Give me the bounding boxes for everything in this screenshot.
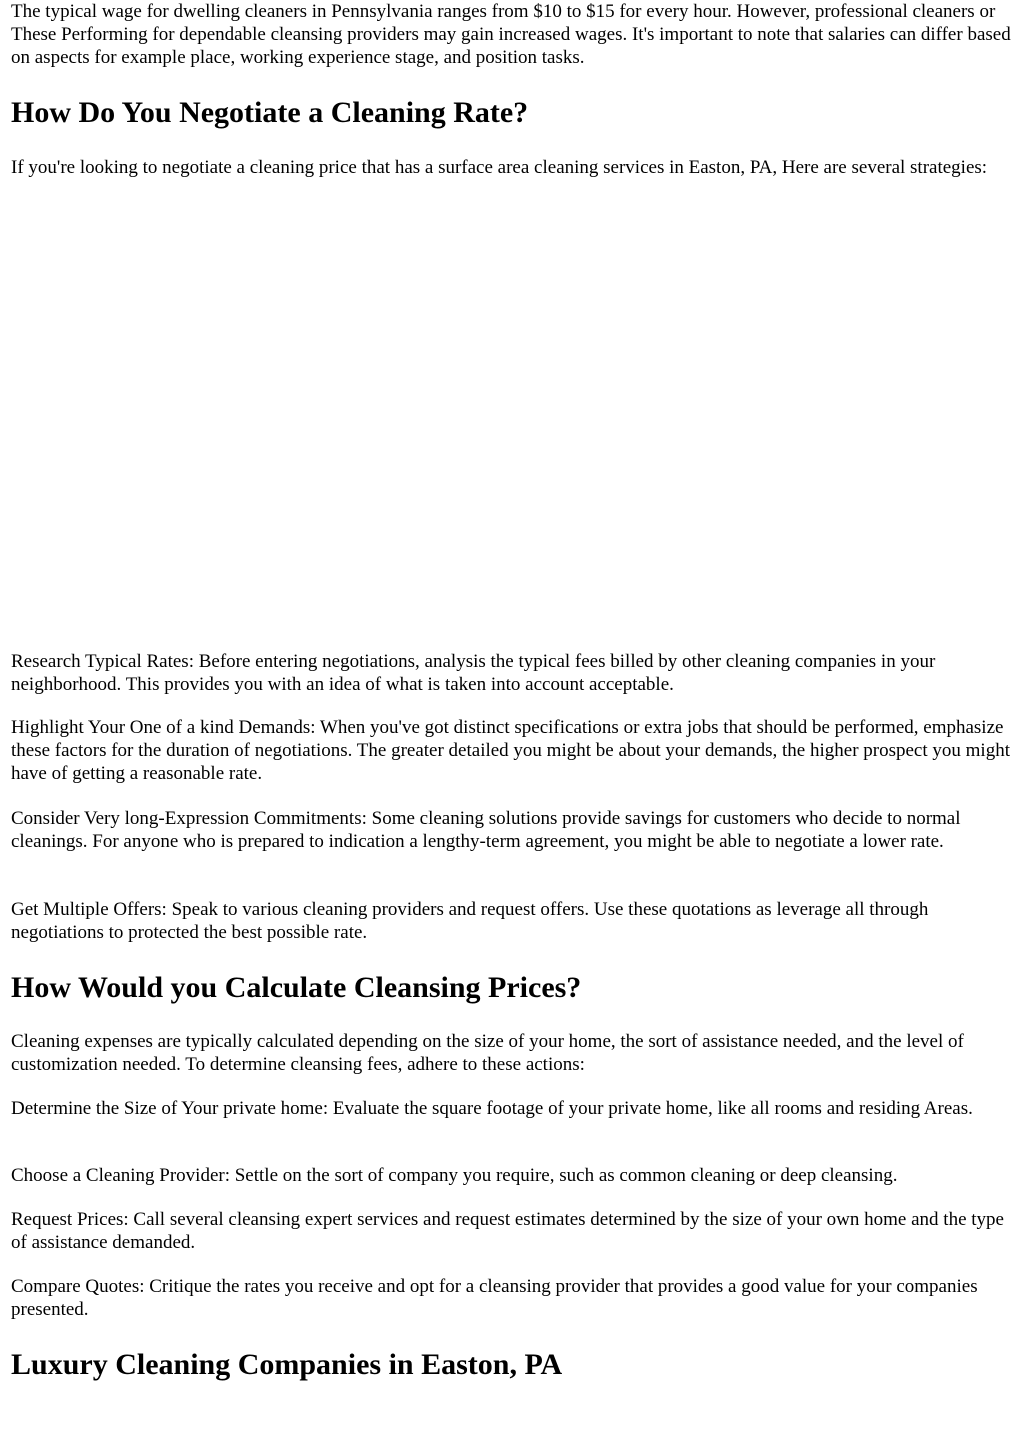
- step-size-paragraph: Determine the Size of Your private home: Evaluate the square footage of your private home, like all rooms and residing Areas.: [11, 1098, 973, 1119]
- tip-highlight-paragraph: Highlight Your One of a kind Demands: When you've got distinct specifications or extra jobs that should be performed, emphasize these factors for the duration of negotiations. The greater detailed you might be about your demands, the higher prospect you might have of getting a reasonable rate.: [11, 717, 1010, 784]
- step-prices-paragraph: Request Prices: Call several cleansing expert services and request estimates determined by the size of your own home and the type of assistance demanded.: [11, 1209, 1004, 1253]
- intro-paragraph: The typical wage for dwelling cleaners in Pennsylvania ranges from $10 to $15 for every hour. However, professional cleaners or These Performing for dependable cleansing providers may gain increased wages. It's important to note that salaries can differ based on aspects for example place, working experience stage, and position tasks.: [11, 1, 1011, 68]
- tip-offers-paragraph: Get Multiple Offers: Speak to various cleaning providers and request offers. Use these quotations as leverage all through negotiations to protected the best possible rate.: [11, 899, 929, 943]
- tip-research-paragraph: Research Typical Rates: Before entering negotiations, analysis the typical fees billed by other cleaning companies in your neighborhood. This provides you with an idea of what is taken into account acceptable.: [11, 651, 936, 695]
- calculate-intro-paragraph: Cleaning expenses are typically calculated depending on the size of your home, the sort of assistance needed, and the level of customization needed. To determine cleansing fees, adhere to these actions:: [11, 1031, 964, 1075]
- heading-luxury: Luxury Cleaning Companies in Easton, PA: [11, 1348, 563, 1381]
- negotiate-intro-paragraph: If you're looking to negotiate a cleaning price that has a surface area cleaning services in Easton, PA, Here are several strategies:: [11, 157, 988, 178]
- step-provider-paragraph: Choose a Cleaning Provider: Settle on the sort of company you require, such as common cleaning or deep cleansing.: [11, 1165, 898, 1186]
- step-compare-paragraph: Compare Quotes: Critique the rates you receive and opt for a cleansing provider that provides a good value for your companies presented.: [11, 1276, 978, 1320]
- blank-image-area: [11, 215, 1011, 635]
- heading-calculate: How Would you Calculate Cleansing Prices?: [11, 971, 582, 1004]
- tip-commitments-paragraph: Consider Very long-Expression Commitments: Some cleaning solutions provide savings for customers who decide to normal cleanings. For anyone who is prepared to indication a lengthy-term agreement, you might be able to negotiate a lower rate.: [11, 808, 961, 852]
- heading-negotiate: How Do You Negotiate a Cleaning Rate?: [11, 96, 529, 129]
